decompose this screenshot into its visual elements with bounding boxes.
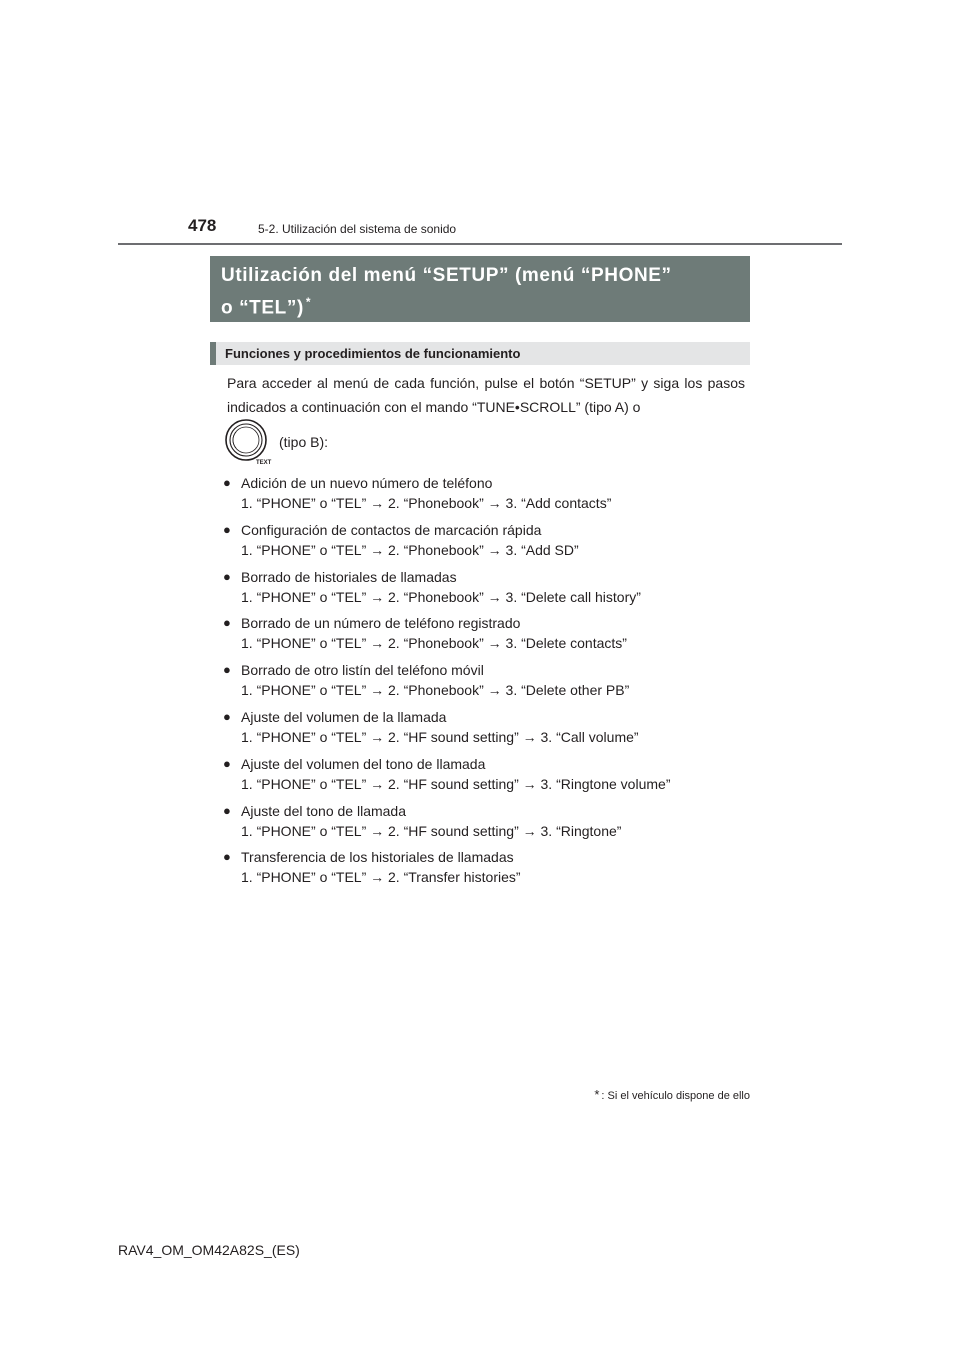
item-steps: 1. “PHONE” o “TEL” → 2. “Phonebook” → 3. “Add contacts” <box>241 495 612 511</box>
item-title: Configuración de contactos de marcación rápida <box>241 521 542 538</box>
item-title: Ajuste del volumen del tono de llamada <box>241 755 486 772</box>
bullet-icon: ● <box>223 475 231 490</box>
section-title-box <box>210 256 750 322</box>
list-item <box>223 801 753 848</box>
list-item <box>223 567 753 614</box>
asterisk-icon: * <box>594 1087 600 1102</box>
list-item <box>223 473 753 520</box>
item-title: Ajuste del tono de llamada <box>241 802 406 819</box>
list-item <box>223 707 753 754</box>
section-header: 5-2. Utilización del sistema de sonido <box>258 222 457 236</box>
item-steps: 1. “PHONE” o “TEL” → 2. “HF sound setting” → 3. “Call volume” <box>241 728 639 745</box>
list-item <box>223 847 753 894</box>
footnote-text: : Si el vehículo dispone de ello <box>601 1090 750 1102</box>
list-item <box>223 613 753 660</box>
footnote <box>594 1088 750 1103</box>
list-item <box>223 754 753 801</box>
bullet-icon: ● <box>223 802 231 818</box>
bullet-icon: ● <box>223 755 231 771</box>
header-divider <box>118 243 842 245</box>
model-code: RAV4_OM_OM42A82S_(ES) <box>118 1242 300 1258</box>
subsection-header <box>210 342 750 365</box>
page-number: 478 <box>188 216 217 235</box>
item-steps: 1. “PHONE” o “TEL” → 2. “Phonebook” → 3. “Delete call history” <box>241 588 641 605</box>
item-steps: 1. “PHONE” o “TEL” → 2. “Transfer histories” <box>241 869 521 886</box>
item-steps: 1. “PHONE” o “TEL” → 2. “Phonebook” → 3. “Delete other PB” <box>241 682 630 699</box>
list-item <box>223 660 753 707</box>
item-title: Borrado de historiales de llamadas <box>241 568 457 585</box>
function-list <box>223 473 753 894</box>
section-title-line2-text: o “TEL”) <box>221 297 304 319</box>
item-steps: 1. “PHONE” o “TEL” → 2. “Phonebook” → 3. “Delete contacts” <box>241 635 627 652</box>
bullet-icon: ● <box>223 521 231 537</box>
tipo-b-label: (tipo B): <box>279 434 329 450</box>
item-steps: 1. “PHONE” o “TEL” → 2. “HF sound setting” → 3. “Ringtone” <box>241 822 622 839</box>
bullet-icon: ● <box>223 615 231 631</box>
bullet-icon: ● <box>223 568 231 584</box>
tune-dial-icon <box>224 418 272 466</box>
subsection-title: Funciones y procedimientos de funcionamiento <box>225 346 521 361</box>
bullet-icon: ● <box>223 662 231 678</box>
item-steps: 1. “PHONE” o “TEL” → 2. “HF sound setting” → 3. “Ringtone volume” <box>241 775 671 792</box>
item-steps: 1. “PHONE” o “TEL” → 2. “Phonebook” → 3. “Add SD” <box>241 541 579 558</box>
section-title-line1: Utilización del menú “SETUP” (menú “PHONE” <box>221 265 672 286</box>
bullet-icon: ● <box>223 708 231 724</box>
asterisk-icon: * <box>305 295 312 309</box>
section-title-line2 <box>221 289 750 321</box>
dial-label: TEXT <box>256 460 272 466</box>
item-title: Borrado de otro listín del teléfono móvil <box>241 662 484 679</box>
item-title: Ajuste del volumen de la llamada <box>241 708 447 725</box>
item-title: Adición de un nuevo número de teléfono <box>241 475 493 491</box>
list-item <box>223 520 753 567</box>
intro-paragraph: Para acceder al menú de cada función, pulse el botón “SETUP” y siga los pasos indicados a continuación con el mando “TUNE•SCROLL” (tipo A) o <box>227 375 745 415</box>
bullet-icon: ● <box>223 849 231 865</box>
item-title: Transferencia de los historiales de llamadas <box>241 849 514 866</box>
item-title: Borrado de un número de teléfono registrado <box>241 615 521 632</box>
